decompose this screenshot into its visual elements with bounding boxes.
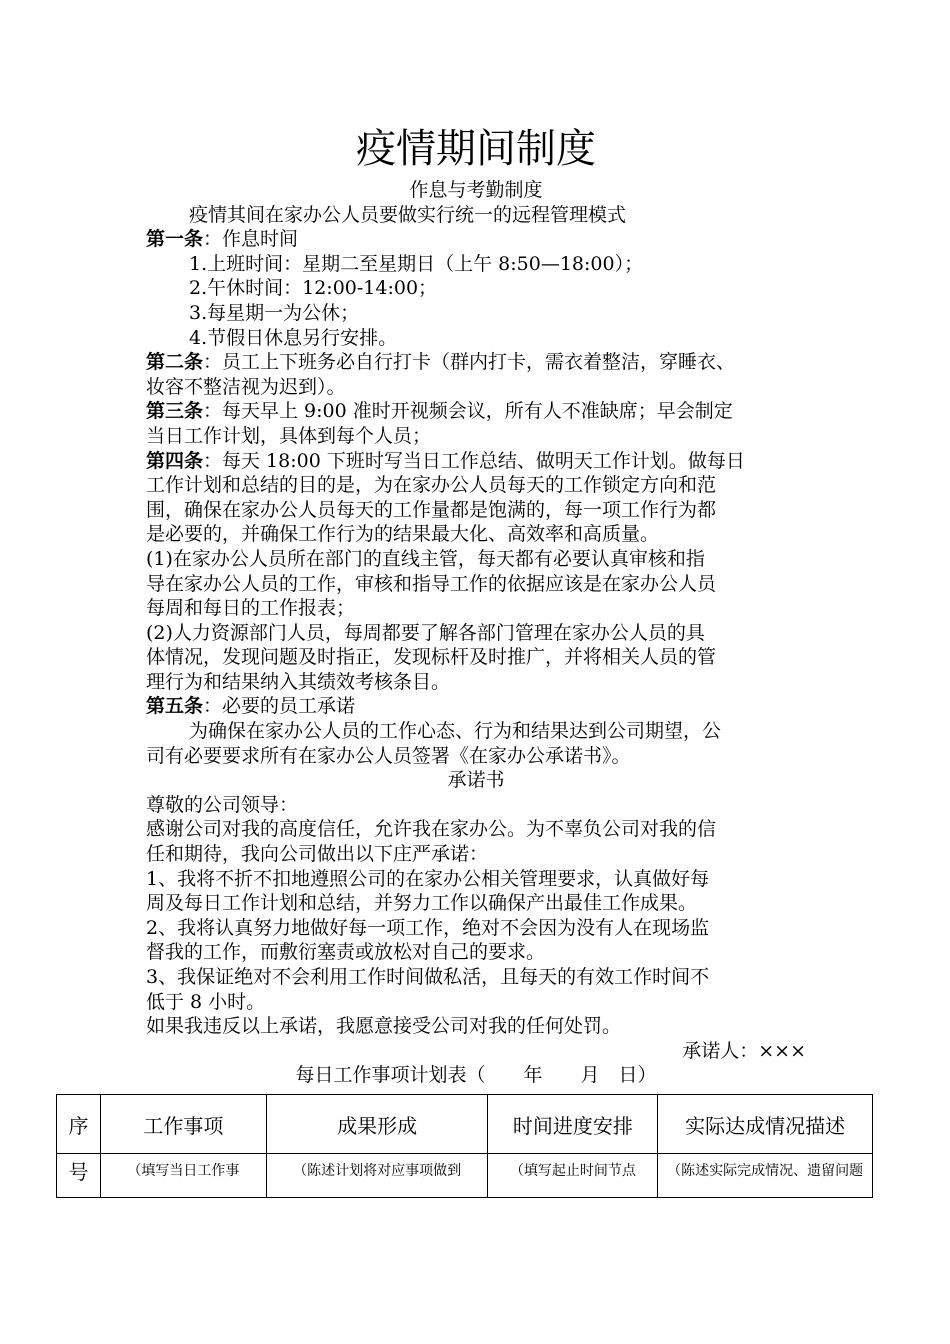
article-2: [146, 350, 806, 375]
article-4-cont: 是必要的，并确保工作行为的结果最大化、高效率和高质量。: [146, 523, 660, 546]
document-body: [146, 120, 806, 1088]
table-header-row: [57, 1095, 873, 1154]
article-text: ：每天早上 9:00 准时开视频会议，所有人不准缺席；早会制定: [203, 400, 733, 423]
article-text: ：作息时间: [203, 228, 299, 251]
article-5-cont: 司有必要要求所有在家办公人员签署《在家办公承诺书》。: [146, 744, 631, 767]
article-4-point-1-cont: 导在家办公人员的工作，审核和指导工作的依据应该是在家办公人员: [146, 572, 717, 595]
pledge-line: 3、我保证绝对不会利用工作时间做私活，且每天的有效工作时间不: [146, 966, 710, 988]
article-label: 第二条: [146, 351, 204, 374]
list-item: 4.节假日休息另行安排。: [189, 326, 398, 349]
table-title: 每日工作事项计划表（ 年 月 日）: [295, 1064, 657, 1087]
table-cell: （填写起止时间节点: [488, 1154, 658, 1198]
intro-text: 疫情其间在家办公人员要做实行统一的远程管理模式: [189, 203, 627, 226]
article-5-heading: [146, 694, 806, 719]
article-text: ：员工上下班务必自行打卡（群内打卡，需衣着整洁，穿睡衣、: [203, 351, 736, 374]
list-item: 3.每星期一为公休；: [189, 301, 360, 324]
header-cell: 工作事项: [100, 1095, 266, 1154]
pledge-signer: 承诺人：×××: [682, 1039, 806, 1062]
pledge-line: 任和期待，我向公司做出以下庄严承诺：: [146, 843, 489, 866]
article-4-point-1: (1)在家办公人员所在部门的直线主管，每天都有必要认真审核和指: [146, 547, 705, 570]
pledge-line: 督我的工作，而敷衍塞责或放松对自己的要求。: [146, 941, 546, 964]
pledge-line: 感谢公司对我的高度信任，允许我在家办公。为不辜负公司对我的信: [146, 818, 717, 841]
article-4-cont: 工作计划和总结的目的是，为在家办公人员每天的工作锁定方向和范: [146, 474, 717, 497]
pledge-greeting: 尊敬的公司领导：: [146, 793, 299, 816]
pledge-title: 承诺书: [447, 769, 505, 792]
pledge-line: 1、我将不折不扣地遵照公司的在家办公相关管理要求，认真做好每: [146, 867, 710, 890]
subtitle: 作息与考勤制度: [409, 179, 543, 201]
article-2-cont: 妆容不整洁视为迟到）。: [146, 375, 346, 398]
article-4-cont: 围，确保在家办公人员每天的工作量都是饱满的，每一项工作行为都: [146, 498, 717, 521]
article-4-point-2: (2)人力资源部门人员，每周都要了解各部门管理在家办公人员的具: [146, 621, 705, 644]
list-item: 2.午休时间：12:00-14:00；: [189, 277, 438, 300]
pledge-line: 低于 8 小时。: [146, 990, 266, 1013]
article-label: 第一条: [146, 228, 204, 251]
table-row: [57, 1154, 873, 1198]
article-4-point-1-cont: 每周和每日的工作报表；: [146, 597, 356, 620]
article-label: 第四条: [146, 449, 204, 472]
plan-table: [56, 1094, 873, 1198]
pledge-line: 2、我将认真努力地做好每一项工作，绝对不会因为没有人在现场监: [146, 916, 710, 939]
article-text: ：必要的员工承诺: [203, 695, 356, 718]
article-4-point-2-cont: 理行为和结果纳入其绩效考核条目。: [146, 670, 451, 693]
article-text: ：每天 18:00 下班时写当日工作总结、做明天工作计划。做每日: [203, 449, 745, 472]
table-cell: 号: [57, 1154, 101, 1198]
list-item: 1.上班时间：星期二至星期日（上午 8:50—18:00）；: [189, 252, 644, 275]
page-title: 疫情期间制度: [356, 126, 596, 172]
table-cell: （陈述计划将对应事项做到: [266, 1154, 488, 1198]
article-4: [146, 449, 806, 474]
header-cell: 序: [57, 1095, 101, 1154]
pledge-line: 周及每日工作计划和总结，并努力工作以确保产出最佳工作成果。: [146, 892, 698, 915]
header-cell: 实际达成情况描述: [658, 1095, 873, 1154]
article-3-cont: 当日工作计划，具体到每个人员；: [146, 424, 432, 447]
article-label: 第五条: [146, 695, 204, 718]
article-label: 第三条: [146, 400, 204, 423]
pledge-line: 如果我违反以上承诺，我愿意接受公司对我的任何处罚。: [146, 1015, 622, 1038]
header-cell: 时间进度安排: [488, 1095, 658, 1154]
table-cell: （陈述实际完成情况、遗留问题: [658, 1154, 873, 1198]
article-3: [146, 399, 806, 424]
header-cell: 成果形成: [266, 1095, 488, 1154]
article-5-text: 为确保在家办公人员的工作心态、行为和结果达到公司期望，公: [189, 720, 722, 743]
article-1-heading: [146, 227, 806, 252]
table-cell: （填写当日工作事: [100, 1154, 266, 1198]
article-4-point-2-cont: 体情况，发现问题及时指正，发现标杆及时推广，并将相关人员的管: [146, 646, 717, 669]
